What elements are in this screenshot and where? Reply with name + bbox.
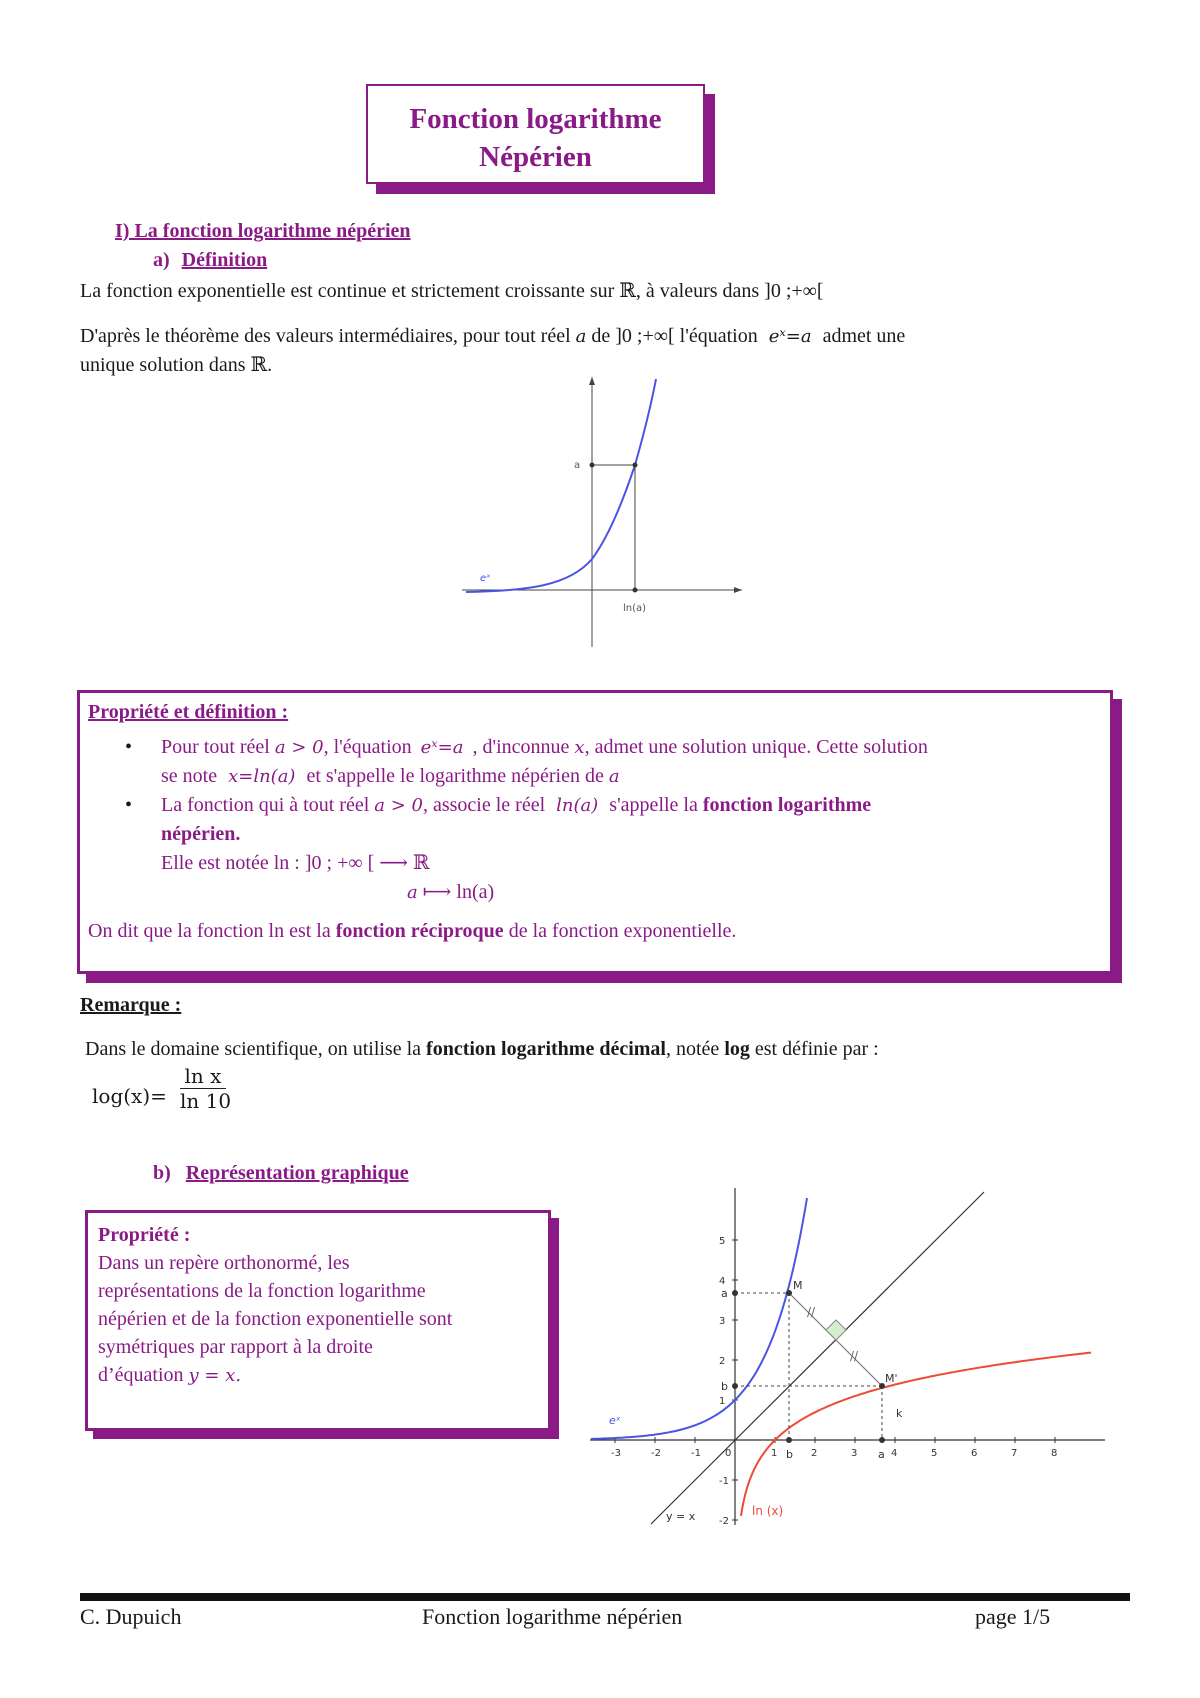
intro-line1: La fonction exponentielle est continue et strictement croissante sur ℝ, à valeurs dans ]0 ;+∞[ bbox=[80, 280, 824, 302]
label-M-prime: M' bbox=[885, 1372, 898, 1385]
y-tick-label: -2 bbox=[719, 1516, 729, 1527]
point-M bbox=[786, 1290, 792, 1296]
x-tick-label: 0 bbox=[725, 1448, 732, 1459]
label-a-y: a bbox=[721, 1287, 728, 1300]
y-tick-label: 3 bbox=[719, 1316, 726, 1327]
label-a-x: a bbox=[878, 1448, 885, 1461]
x-tick-label: -1 bbox=[691, 1448, 701, 1459]
y-tick-label: 1 bbox=[719, 1396, 726, 1407]
point-curve bbox=[633, 463, 638, 468]
point-ln-a bbox=[633, 588, 638, 593]
symmetry-text: Propriété : Dans un repère orthonormé, les représentations de la fonction logarithme népérien et de la fonction exponentielle sont symétriques par rapport à la droite d’équation y = x. bbox=[98, 1224, 453, 1386]
subsection-a-heading bbox=[153, 249, 267, 272]
y-tick-label: 4 bbox=[719, 1276, 726, 1287]
intro-text-b: de ]0 ;+∞[ l'équation bbox=[591, 325, 758, 347]
title-box bbox=[366, 84, 705, 184]
intro-var-a: a bbox=[575, 326, 587, 347]
graph1-a-label: a bbox=[574, 460, 581, 471]
x-axis-arrow bbox=[734, 587, 742, 593]
label-b-x: b bbox=[786, 1448, 793, 1461]
footer-rule bbox=[80, 1593, 1130, 1601]
bullet-2: • La fonction qui à tout réel a > 0, associe le réel ln(a) s'appelle la fonction logarithme népérien. Elle est notée ln : ]0 ; +∞ [ ⟶ ℝ a ⟼ ln(a) bbox=[125, 794, 872, 903]
property-bullets bbox=[125, 733, 1085, 907]
formula-numerator: ln x bbox=[180, 1064, 226, 1089]
point-a-x bbox=[879, 1437, 885, 1443]
graph1-curve-label: eˣ bbox=[480, 573, 491, 584]
footer-page: page 1/5 bbox=[975, 1604, 1051, 1629]
footer-author: C. Dupuich bbox=[80, 1604, 182, 1629]
x-tick-label: 2 bbox=[811, 1448, 818, 1459]
x-tick-label: 1 bbox=[771, 1448, 778, 1459]
label-exp: eˣ bbox=[609, 1414, 621, 1427]
x-tick-label: -2 bbox=[651, 1448, 661, 1459]
subsection-b-heading bbox=[153, 1162, 409, 1185]
remark-text: Dans le domaine scientifique, on utilise la fonction logarithme décimal, notée log est définie par : bbox=[85, 1038, 879, 1060]
section-heading: I) La fonction logarithme népérien bbox=[115, 220, 411, 242]
x-tick-label: 8 bbox=[1051, 1448, 1058, 1459]
title-line2: Népérien bbox=[479, 141, 592, 173]
x-tick-label: 6 bbox=[971, 1448, 978, 1459]
subsection-b-title: Représentation graphique bbox=[185, 1162, 409, 1184]
label-b-y: b bbox=[721, 1380, 728, 1393]
formula-denominator: ln 10 bbox=[180, 1089, 232, 1113]
label-M: M bbox=[793, 1279, 803, 1292]
footer-title: Fonction logarithme népérien bbox=[422, 1604, 683, 1629]
intro-text-a: D'après le théorème des valeurs intermédiaires, pour tout réel bbox=[80, 325, 571, 347]
property-footer: On dit que la fonction ln est la fonction réciproque de la fonction exponentielle. bbox=[88, 920, 737, 942]
x-tick-label: 5 bbox=[931, 1448, 938, 1459]
property-definition-box bbox=[77, 690, 1113, 974]
subsection-a-title: Définition bbox=[181, 249, 268, 271]
formula-fraction bbox=[180, 1064, 232, 1113]
point-b-y bbox=[732, 1383, 738, 1389]
x-tick-label: 4 bbox=[891, 1448, 898, 1459]
x-tick-label: -3 bbox=[611, 1448, 621, 1459]
exp-curve bbox=[466, 379, 656, 592]
y-tick-label: 2 bbox=[719, 1356, 726, 1367]
x-tick-label: 7 bbox=[1011, 1448, 1018, 1459]
y-tick-label: -1 bbox=[719, 1476, 729, 1487]
property-heading: Propriété et définition : bbox=[88, 701, 289, 723]
y-axis-arrow bbox=[589, 377, 595, 385]
intro-text-d: unique solution dans ℝ. bbox=[80, 354, 273, 376]
equal-mark-2: // bbox=[850, 1349, 859, 1363]
ln-curve bbox=[741, 1353, 1091, 1516]
title-line1: Fonction logarithme bbox=[409, 103, 662, 135]
y-tick-label: 5 bbox=[719, 1236, 726, 1247]
intro-text-c: admet une bbox=[822, 325, 906, 347]
subsection-b-label: b) bbox=[153, 1162, 171, 1184]
intro-paragraph bbox=[80, 322, 1140, 379]
intro-equation: eˣ=a bbox=[768, 326, 812, 347]
label-k: k bbox=[896, 1407, 903, 1420]
right-angle-mark bbox=[826, 1320, 846, 1340]
point-a-y bbox=[732, 1290, 738, 1296]
symmetry-heading: Propriété : bbox=[98, 1224, 191, 1246]
line-y-equals-x bbox=[651, 1192, 984, 1524]
label-ln: ln (x) bbox=[752, 1504, 784, 1518]
subsection-a-label: a) bbox=[153, 249, 170, 271]
symmetry-property-box bbox=[85, 1210, 551, 1431]
equal-mark-1: // bbox=[807, 1305, 816, 1319]
exp-curve bbox=[591, 1198, 807, 1439]
formula-left: log(x)= bbox=[92, 1084, 167, 1108]
exp-graph bbox=[460, 375, 750, 655]
symmetry-graph bbox=[585, 1185, 1110, 1530]
label-y-equals-x: y = x bbox=[666, 1510, 696, 1523]
bullet-1: • Pour tout réel a > 0, l'équation eˣ=a , d'inconnue x, admet une solution unique. Cette solution se note x=ln(a) et s'appelle le logarithme népérien de a bbox=[125, 736, 928, 787]
remark-heading: Remarque : bbox=[80, 994, 182, 1016]
point-b-x bbox=[786, 1437, 792, 1443]
graph1-ln-label: ln(a) bbox=[623, 603, 647, 614]
point-a-axis bbox=[590, 463, 595, 468]
x-tick-label: 3 bbox=[851, 1448, 858, 1459]
